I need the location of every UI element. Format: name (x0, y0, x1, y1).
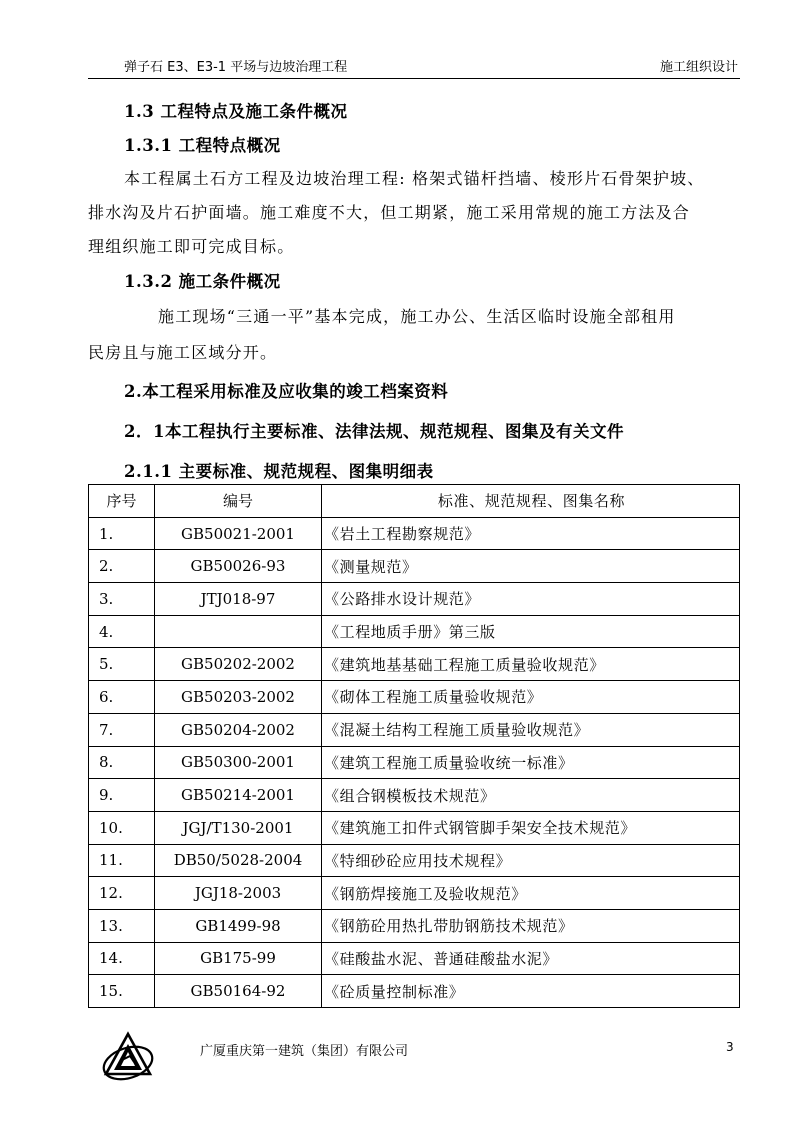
heading-2-1-1: 2.1.1 主要标准、规范规程、图集明细表 (124, 462, 434, 481)
cell-name: 《钢筋焊接施工及验收规范》 (322, 877, 740, 910)
cell-no: 15. (89, 975, 155, 1008)
table-row (89, 713, 740, 746)
table-row (89, 681, 740, 714)
page-header (88, 48, 740, 79)
cell-name: 《钢筋砼用热扎带肋钢筋技术规范》 (322, 909, 740, 942)
cell-no: 10. (89, 811, 155, 844)
cell-code: DB50/5028-2004 (155, 844, 322, 877)
cell-name: 《砌体工程施工质量验收规范》 (322, 681, 740, 714)
cell-name: 《混凝土结构工程施工质量验收规范》 (322, 713, 740, 746)
cell-no: 12. (89, 877, 155, 910)
cell-code: GB50204-2002 (155, 713, 322, 746)
table-row (89, 844, 740, 877)
cell-no: 13. (89, 909, 155, 942)
paragraph-line: 本工程属土石方工程及边坡治理工程: 格架式锚杆挡墙、棱形片石骨架护坡、 (124, 169, 705, 188)
table-row (89, 811, 740, 844)
standards-table (88, 484, 740, 1008)
cell-name: 《建筑工程施工质量验收统一标准》 (322, 746, 740, 779)
cell-no: 5. (89, 648, 155, 681)
paragraph-line: 理组织施工即可完成目标。 (88, 237, 295, 256)
paragraph-line: 民房且与施工区域分开。 (88, 343, 278, 362)
cell-name: 《测量规范》 (322, 550, 740, 583)
cell-no: 14. (89, 942, 155, 975)
cell-code (155, 615, 322, 648)
column-header-code: 编号 (155, 485, 322, 518)
cell-no: 11. (89, 844, 155, 877)
table-row (89, 517, 740, 550)
table-row (89, 648, 740, 681)
cell-no: 6. (89, 681, 155, 714)
cell-name: 《特细砂砼应用技术规程》 (322, 844, 740, 877)
cell-no: 1. (89, 517, 155, 550)
cell-name: 《岩土工程勘察规范》 (322, 517, 740, 550)
cell-code: GB50214-2001 (155, 779, 322, 812)
table-row (89, 877, 740, 910)
cell-no: 3. (89, 583, 155, 616)
table-row (89, 779, 740, 812)
company-logo-icon (100, 1030, 156, 1082)
cell-code: GB1499-98 (155, 909, 322, 942)
cell-code: GB50202-2002 (155, 648, 322, 681)
table-row (89, 746, 740, 779)
cell-code: GB50026-93 (155, 550, 322, 583)
cell-no: 9. (89, 779, 155, 812)
heading-2-1: 2．1本工程执行主要标准、法律法规、规范规程、图集及有关文件 (124, 422, 624, 441)
cell-code: JGJ18-2003 (155, 877, 322, 910)
heading-1-3-2: 1.3.2 施工条件概况 (124, 272, 281, 291)
cell-name: 《砼质量控制标准》 (322, 975, 740, 1008)
cell-code: JTJ018-97 (155, 583, 322, 616)
cell-name: 《组合钢模板技术规范》 (322, 779, 740, 812)
paragraph-line: 施工现场“三通一平”基本完成，施工办公、生活区临时设施全部租用 (158, 307, 676, 326)
column-header-name: 标准、规范规程、图集名称 (322, 485, 740, 518)
table-row (89, 583, 740, 616)
cell-code: GB50203-2002 (155, 681, 322, 714)
cell-code: GB50164-92 (155, 975, 322, 1008)
heading-2: 2.本工程采用标准及应收集的竣工档案资料 (124, 382, 449, 401)
table-row (89, 550, 740, 583)
paragraph-line: 排水沟及片石护面墙。施工难度不大，但工期紧，施工采用常规的施工方法及合 (88, 203, 691, 222)
cell-name: 《公路排水设计规范》 (322, 583, 740, 616)
cell-no: 7. (89, 713, 155, 746)
heading-1-3-1: 1.3.1 工程特点概况 (124, 136, 281, 155)
heading-1-3: 1.3 工程特点及施工条件概况 (124, 102, 348, 121)
table-row (89, 615, 740, 648)
cell-no: 2. (89, 550, 155, 583)
column-header-no: 序号 (89, 485, 155, 518)
table-row (89, 942, 740, 975)
table-header-row (89, 485, 740, 518)
cell-no: 4. (89, 615, 155, 648)
header-doc-type: 施工组织设计 (659, 60, 738, 75)
table-row (89, 909, 740, 942)
cell-code: GB50021-2001 (155, 517, 322, 550)
cell-code: JGJ/T130-2001 (155, 811, 322, 844)
header-project-title: 弹子石 E3、E3-1 平场与边坡治理工程 (124, 60, 348, 75)
cell-name: 《建筑地基基础工程施工质量验收规范》 (322, 648, 740, 681)
cell-code: GB175-99 (155, 942, 322, 975)
cell-name: 《硅酸盐水泥、普通硅酸盐水泥》 (322, 942, 740, 975)
cell-code: GB50300-2001 (155, 746, 322, 779)
page-number: 3 (726, 1040, 734, 1054)
footer-company-name: 广厦重庆第一建筑（集团）有限公司 (200, 1044, 409, 1059)
table-row (89, 975, 740, 1008)
cell-name: 《工程地质手册》第三版 (322, 615, 740, 648)
cell-name: 《建筑施工扣件式钢管脚手架安全技术规范》 (322, 811, 740, 844)
cell-no: 8. (89, 746, 155, 779)
